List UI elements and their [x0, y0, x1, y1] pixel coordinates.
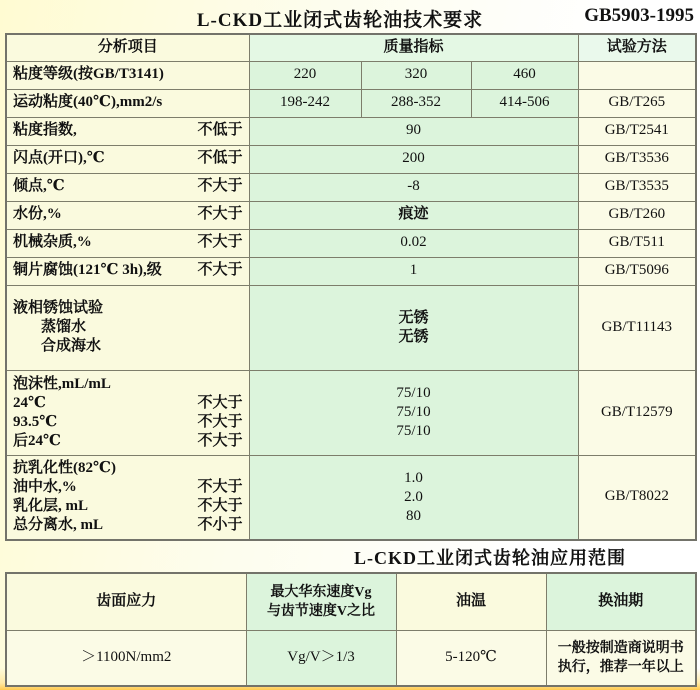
cell-vi-label: 粘度指数, [13, 122, 77, 139]
row-foaming: 泡沫性,mL/mL 24℃ 不大于 93.5℃ 不大于 后24℃ 不大于 75/10 75/10 75/10 GB/T12579 [6, 370, 696, 455]
page-title: L-CKD工业闭式齿轮油技术要求 [196, 10, 484, 31]
cell-impurity-method: GB/T511 [578, 229, 696, 257]
cell-stress-value: ＞1100N/mm2 [6, 631, 246, 687]
standard-number: GB5903-1995 [584, 5, 694, 26]
cell-impurity-qualifier: 不大于 [197, 234, 243, 251]
header-analysis-item: 分析项目 [6, 34, 249, 61]
cell-foam-q2: 不大于 [197, 394, 243, 411]
cell-rust-line2: 蒸馏水 [41, 319, 87, 335]
cell-pour-label: 倾点,℃ [13, 178, 65, 195]
header-oil-temp: 油温 [396, 573, 546, 631]
application-table [5, 572, 697, 687]
cell-flash-qualifier: 不低于 [197, 150, 243, 167]
header-tooth-stress: 齿面应力 [6, 573, 246, 631]
cell-copper-label: 铜片腐蚀(121℃ 3h),级 [13, 262, 162, 279]
row-copper-corrosion [6, 257, 696, 285]
cell-flash-method: GB/T3536 [578, 145, 696, 173]
application-section-title: L-CKD工业闭式齿轮油应用范围 [354, 548, 626, 568]
cell-rust-values: 无锈 无锈 [398, 309, 429, 345]
cell-vi-qualifier: 不低于 [197, 122, 243, 139]
cell-foam-q3: 不大于 [197, 413, 243, 430]
row-water-content [6, 201, 696, 229]
cell-impurity-label: 机械杂质,% [13, 234, 92, 251]
cell-flash-value: 200 [249, 145, 578, 173]
cell-viscosity-v2: 288-352 [361, 89, 471, 117]
header-oil-change-period: 换油期 [546, 573, 696, 631]
cell-copper-method: GB/T5096 [578, 257, 696, 285]
row-pour-point [6, 173, 696, 201]
cell-pour-qualifier: 不大于 [197, 178, 243, 195]
cell-viscosity-v3: 414-506 [471, 89, 578, 117]
cell-viscosity-v1: 198-242 [249, 89, 361, 117]
row-viscosity-grade [6, 61, 696, 89]
cell-rust-line1: 液相锈蚀试验 [13, 300, 104, 316]
cell-demul-values: 1.0 2.0 80 [404, 469, 423, 524]
cell-pour-method: GB/T3535 [578, 173, 696, 201]
cell-temp-value: 5-120℃ [396, 631, 546, 687]
application-data-row [6, 631, 696, 687]
cell-water-method: GB/T260 [578, 201, 696, 229]
cell-grade-220: 220 [249, 61, 361, 89]
cell-viscosity-method: GB/T265 [578, 89, 696, 117]
cell-demul-q3: 不大于 [197, 498, 243, 515]
cell-grade-320: 320 [361, 61, 471, 89]
row-demulsibility: 抗乳化性(82℃) 油中水,% 不大于 乳化层, mL 不大于 总分离水, mL 不小于 1.0 2.0 80 GB/T8022 [6, 455, 696, 540]
cell-viscosity-label: 运动粘度(40℃),mm2/s [6, 89, 249, 117]
spec-table [5, 33, 697, 541]
cell-grade-460: 460 [471, 61, 578, 89]
cell-rust-method: GB/T11143 [578, 285, 696, 370]
row-viscosity-index [6, 117, 696, 145]
cell-ratio-value: Vg/V＞1/3 [246, 631, 396, 687]
cell-vi-method: GB/T2541 [578, 117, 696, 145]
cell-foam-line1: 泡沫性,mL/mL [13, 375, 111, 392]
cell-grade-label: 粘度等级(按GB/T3141) [6, 61, 249, 89]
cell-vi-value: 90 [249, 117, 578, 145]
cell-water-qualifier: 不大于 [197, 206, 243, 223]
cell-copper-qualifier: 不大于 [197, 262, 243, 279]
cell-foam-values: 75/10 75/10 75/10 [396, 385, 431, 439]
header-speed-ratio: 最大华东速度Vg 与齿节速度V之比 [246, 573, 396, 631]
row-kinematic-viscosity [6, 89, 696, 117]
cell-demul-q2: 不大于 [197, 479, 243, 496]
cell-water-label: 水份,% [13, 206, 62, 223]
cell-demul-line1: 抗乳化性(82℃) [13, 460, 116, 477]
row-liquid-rust-test [6, 285, 696, 370]
header-quality-index: 质量指标 [249, 34, 578, 61]
cell-water-value: 痕迹 [249, 201, 578, 229]
cell-change-period-value: 一般按制造商说明书 执行，推荐一年以上 [546, 631, 696, 687]
cell-demul-method: GB/T8022 [578, 455, 696, 540]
main-title-row [0, 5, 700, 29]
cell-flash-label: 闪点(开口),℃ [13, 150, 105, 167]
cell-pour-value: -8 [249, 173, 578, 201]
cell-foam-method: GB/T12579 [578, 370, 696, 455]
spec-header-row [6, 34, 696, 61]
cell-grade-method [578, 61, 696, 89]
header-test-method: 试验方法 [578, 34, 696, 61]
row-mechanical-impurities [6, 229, 696, 257]
cell-foam-q4: 不大于 [197, 432, 243, 449]
cell-copper-value: 1 [249, 257, 578, 285]
cell-demul-q4: 不小于 [197, 517, 243, 534]
cell-rust-line3: 合成海水 [41, 338, 102, 354]
cell-impurity-value: 0.02 [249, 229, 578, 257]
row-flash-point [6, 145, 696, 173]
application-header-row [6, 573, 696, 631]
